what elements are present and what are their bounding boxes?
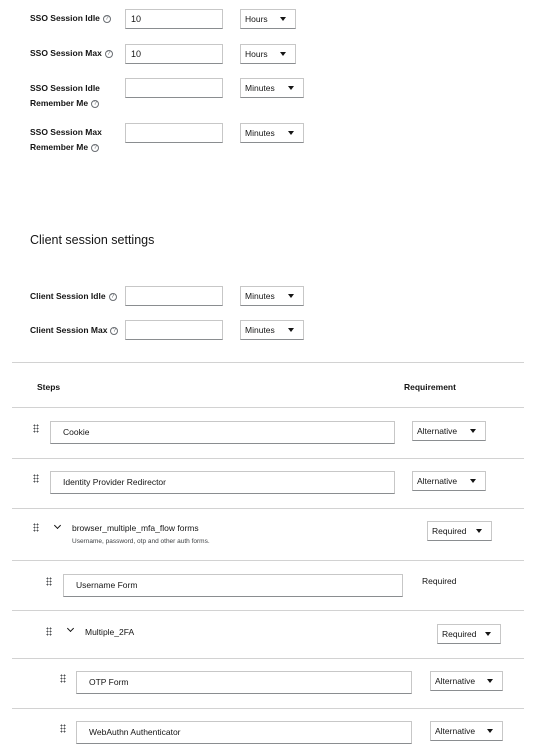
row-divider [12,508,524,509]
requirement-select[interactable] [430,671,503,691]
table-header-divider [12,407,524,408]
sso-session-max-remember-line2: Remember Me [30,142,89,152]
help-icon[interactable]: ? [109,293,117,301]
sso-session-idle-remember-line2: Remember Me [30,98,89,108]
requirement-value: Alternative [435,676,476,686]
row-divider [12,610,524,611]
requirement-select[interactable] [430,721,503,741]
requirement-value: Alternative [417,476,458,486]
drag-handle-icon[interactable] [33,474,39,483]
help-icon[interactable]: ? [105,50,113,58]
client-session-max-unit-select[interactable] [240,320,304,340]
chevron-down-icon[interactable] [67,625,74,632]
drag-handle-icon[interactable] [60,674,66,683]
sso-session-max-label-text: SSO Session Max [30,48,102,58]
client-session-idle-unit-value: Minutes [245,291,275,301]
caret-down-icon [288,328,294,332]
sso-session-idle-unit-value: Hours [245,14,268,24]
row-divider [12,560,524,561]
caret-down-icon [485,632,491,636]
client-session-idle-label-text: Client Session Idle [30,291,106,301]
requirement-select[interactable] [412,421,486,441]
client-session-idle-input[interactable] [125,286,223,306]
step-name-field[interactable]: Cookie [50,421,395,444]
client-session-idle-label [30,289,117,304]
requirement-value: Alternative [435,726,476,736]
drag-handle-icon[interactable] [60,724,66,733]
chevron-down-icon[interactable] [54,522,61,529]
sso-session-idle-remember-unit-value: Minutes [245,83,275,93]
caret-down-icon [288,86,294,90]
caret-down-icon [288,294,294,298]
table-top-divider [12,362,524,363]
caret-down-icon [280,52,286,56]
caret-down-icon [470,429,476,433]
sso-session-idle-input[interactable]: 10 [125,9,223,29]
client-session-max-input[interactable] [125,320,223,340]
sso-session-max-remember-unit-select[interactable] [240,123,304,143]
help-icon[interactable]: ? [110,327,118,335]
sso-session-idle-label-text: SSO Session Idle [30,13,100,23]
sso-session-idle-label [30,11,111,26]
client-session-max-unit-value: Minutes [245,325,275,335]
row-divider [12,458,524,459]
row-divider [12,658,524,659]
caret-down-icon [470,479,476,483]
client-session-section-title: Client session settings [30,233,155,247]
client-session-idle-unit-select[interactable] [240,286,304,306]
sso-session-max-remember-label [30,125,102,155]
drag-handle-icon[interactable] [46,577,52,586]
drag-handle-icon[interactable] [33,424,39,433]
row-divider [12,708,524,709]
sso-session-idle-remember-unit-select[interactable] [240,78,304,98]
requirement-value: Alternative [417,426,458,436]
client-session-max-label-text: Client Session Max [30,325,108,335]
caret-down-icon [288,131,294,135]
help-icon[interactable]: ? [91,144,99,152]
help-icon[interactable]: ? [91,100,99,108]
step-name-field[interactable]: Username Form [63,574,403,597]
sso-session-idle-remember-label [30,81,100,111]
column-header-requirement: Requirement [404,382,456,392]
requirement-select[interactable] [427,521,492,541]
caret-down-icon [280,17,286,21]
client-session-max-label [30,323,118,338]
sso-session-max-unit-select[interactable] [240,44,296,64]
sso-session-max-remember-line1: SSO Session Max [30,127,102,137]
sso-session-max-label [30,46,113,61]
requirement-select[interactable] [412,471,486,491]
column-header-steps: Steps [37,382,61,392]
requirement-value: Required [442,629,477,639]
requirement-select[interactable] [437,624,501,644]
subflow-title: browser_multiple_mfa_flow forms [72,523,199,533]
sso-session-max-unit-value: Hours [245,49,268,59]
sso-session-max-remember-unit-value: Minutes [245,128,275,138]
caret-down-icon [487,729,493,733]
subflow-title: Multiple_2FA [85,627,135,637]
help-icon[interactable]: ? [103,15,111,23]
subflow-description: Username, password, otp and other auth forms. [72,538,210,545]
step-name-field[interactable]: Identity Provider Redirector [50,471,395,494]
sso-session-max-input[interactable]: 10 [125,44,223,64]
sso-session-idle-unit-select[interactable] [240,9,296,29]
sso-session-idle-remember-line1: SSO Session Idle [30,83,100,93]
drag-handle-icon[interactable] [46,627,52,636]
caret-down-icon [476,529,482,533]
requirement-text: Required [422,576,457,586]
sso-session-max-remember-input[interactable] [125,123,223,143]
caret-down-icon [487,679,493,683]
drag-handle-icon[interactable] [33,523,39,532]
sso-session-idle-remember-input[interactable] [125,78,223,98]
step-name-field[interactable]: OTP Form [76,671,412,694]
step-name-field[interactable]: WebAuthn Authenticator [76,721,412,744]
requirement-value: Required [432,526,467,536]
